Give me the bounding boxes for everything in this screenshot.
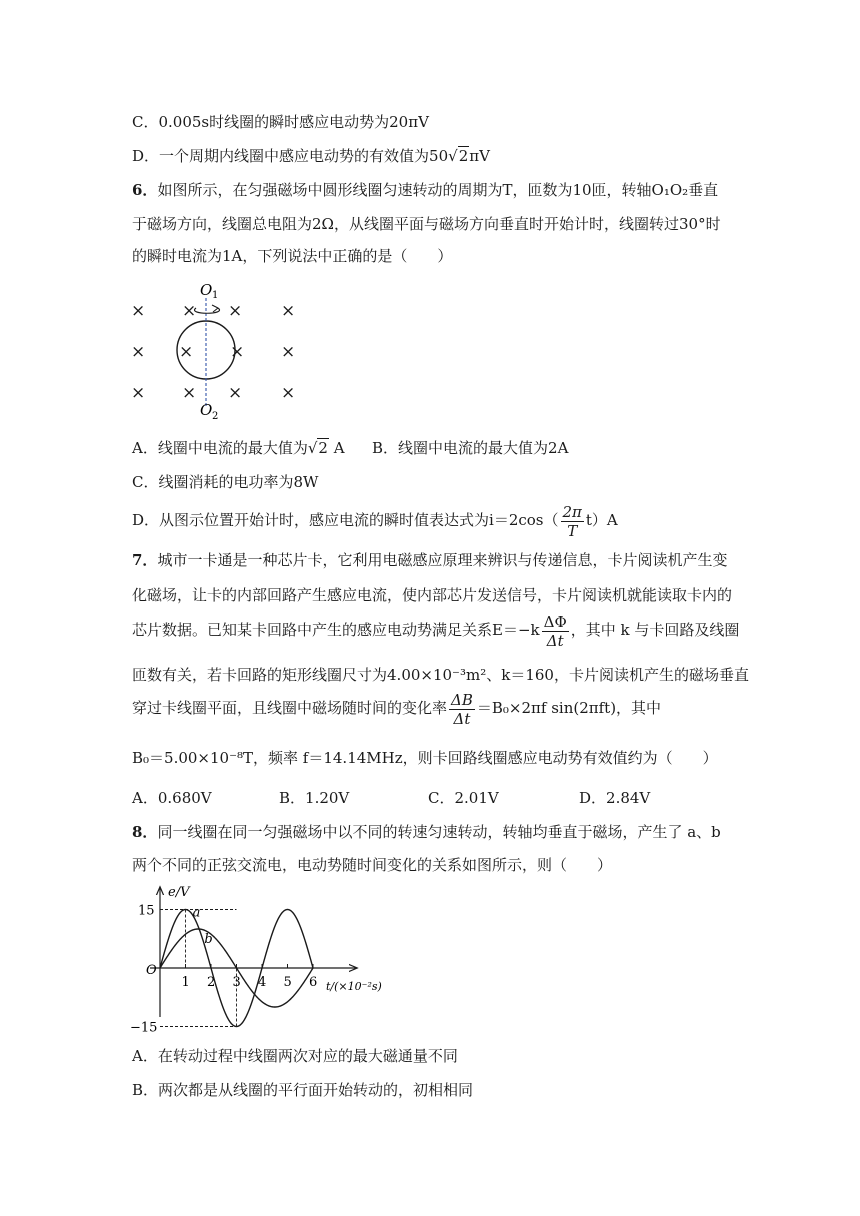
q6-coil-figure — [120, 278, 320, 424]
q5-option-c: C．0.005s时线圈的瞬时感应电动势为20πV — [132, 113, 429, 131]
sqrt-sign: √ — [307, 439, 318, 457]
q7-line3-text: 芯片数据。已知某卡回路中产生的感应电动势满足关系E＝−k — [132, 621, 540, 639]
y-tick-label: 15 — [138, 903, 155, 919]
q6-text: 如图所示，在匀强磁场中圆形线圈匀速转动的周期为T，匝数为10匝，转轴O₁O₂垂直 — [157, 181, 719, 199]
q5-option-d — [132, 146, 490, 166]
y-tick-label: −15 — [130, 1020, 158, 1036]
q7-number: 7． — [132, 551, 158, 569]
q7-stem-line-1 — [132, 550, 727, 570]
x-tick-label: 6 — [309, 975, 318, 990]
arrowhead-icon — [212, 305, 218, 312]
q6-stem-line-2: 于磁场方向，线圈总电阻为2Ω，从线圈平面与磁场方向垂直时开始计时，线圈转过30°时 — [132, 215, 721, 233]
field-mark: × — [230, 342, 245, 362]
q7-line3-tail: ，其中 k 与卡回路及线圈 — [570, 621, 740, 639]
y-axis-label: e/V — [168, 885, 190, 900]
x-axis-label: t/(×10⁻²s) — [326, 980, 382, 993]
series-label-a: a — [192, 905, 201, 921]
q6-option-d-tail: t）A — [585, 511, 618, 529]
sqrt-sign: √ — [448, 147, 458, 165]
series-label-b: b — [204, 932, 213, 947]
field-mark: × — [228, 383, 243, 403]
field-mark: × — [182, 383, 197, 403]
field-mark: × — [281, 301, 296, 321]
x-tick-label: 3 — [232, 975, 241, 990]
q6-option-d — [132, 502, 618, 540]
q8-text: 同一线圈在同一匀强磁场中以不同的转速匀速转动，转轴均垂直于磁场，产生了 a、b — [157, 823, 721, 841]
fraction-numerator: ΔΦ — [543, 612, 567, 631]
origin-label: O — [146, 963, 157, 978]
fraction-numerator: ΔB — [451, 690, 473, 709]
q7-option-c: C．2.01V — [428, 789, 499, 807]
q6-option-a-unit: A — [328, 439, 345, 457]
rotation-arrow-icon — [194, 308, 219, 313]
q6-option-b: B．线圈中电流的最大值为2A — [372, 439, 569, 457]
q8-option-b: B．两次都是从线圈的平行面开始转动的，初相相同 — [132, 1081, 474, 1099]
q5-option-d-text: D．一个周期内线圈中感应电动势的有效值为50 — [132, 147, 449, 165]
q8-stem-line-2: 两个不同的正弦交流电，电动势随时间变化的关系如图所示，则（ ） — [132, 856, 613, 874]
emf-time-chart — [120, 882, 382, 1036]
q6-option-a-text: A．线圈中电流的最大值为 — [132, 439, 308, 457]
field-mark: × — [179, 342, 194, 362]
q7-line5-tail: ＝B₀×2πf sin(2πft)，其中 — [476, 699, 662, 717]
axis-label-o1-sub: 1 — [212, 290, 219, 301]
q7-line3-fraction — [542, 613, 569, 650]
q7-option-a: A．0.680V — [132, 789, 212, 807]
fraction-denominator: Δt — [546, 631, 564, 650]
q7-option-b: B．1.20V — [279, 789, 350, 807]
q6-stem-line-3: 的瞬时电流为1A，下列说法中正确的是（ ） — [132, 247, 453, 265]
field-mark: × — [228, 301, 243, 321]
axis-label-o2: O — [200, 401, 213, 419]
q5-option-d-unit: πV — [469, 147, 490, 165]
x-tick-label: 1 — [181, 975, 190, 990]
axis-label-o2-sub: 2 — [212, 411, 219, 422]
x-tick-label: 5 — [283, 975, 292, 990]
q6-option-a-root: 2 — [318, 439, 328, 457]
axis-label-o1: O — [200, 281, 213, 299]
q6-option-d-text: D．从图示位置开始计时，感应电流的瞬时值表达式为i＝2cos（ — [132, 511, 559, 529]
q6-stem-line-1 — [132, 180, 718, 200]
q7-stem-line-5 — [132, 690, 661, 728]
q6-option-c: C．线圈消耗的电功率为8W — [132, 473, 319, 491]
q7-stem-line-3 — [132, 612, 739, 650]
field-mark: × — [281, 383, 296, 403]
q8-stem-line-1 — [132, 822, 721, 842]
q8-option-a: A．在转动过程中线圈两次对应的最大磁通量不同 — [132, 1047, 458, 1065]
field-mark: × — [131, 301, 146, 321]
q7-option-d: D．2.84V — [579, 789, 651, 807]
fraction-denominator: T — [567, 521, 578, 540]
q7-text: 城市一卡通是一种芯片卡，它利用电磁感应原理来辨识与传递信息，卡片阅读机产生变 — [157, 551, 728, 569]
q7-stem-line-2: 化磁场，让卡的内部回路产生感应电流，使内部芯片发送信号，卡片阅读机就能读取卡内的 — [132, 586, 733, 604]
field-mark: × — [131, 342, 146, 362]
field-mark: × — [182, 301, 197, 321]
q5-option-d-root: 2 — [458, 147, 469, 165]
q7-stem-line-4: 匝数有关，若卡回路的矩形线圈尺寸为4.00×10⁻³m²、k＝160，卡片阅读机产生的磁场垂直 — [132, 666, 749, 684]
q7-stem-line-6: B₀＝5.00×10⁻⁸T，频率 f＝14.14MHz，则卡回路线圈感应电动势有效值约为（ ） — [132, 749, 718, 767]
q6-option-d-fraction — [561, 503, 584, 540]
field-mark: × — [281, 342, 296, 362]
x-tick-label: 2 — [207, 975, 216, 990]
q7-line5-text: 穿过卡线圈平面，且线圈中磁场随时间的变化率 — [132, 699, 448, 717]
fraction-denominator: Δt — [453, 709, 471, 728]
q6-number: 6． — [132, 181, 158, 199]
x-tick-label: 4 — [258, 975, 267, 990]
field-mark: × — [131, 383, 146, 403]
q7-line5-fraction — [449, 691, 475, 728]
q6-options-ab — [132, 438, 345, 458]
fraction-numerator: 2π — [562, 502, 582, 521]
q8-number: 8． — [132, 823, 158, 841]
